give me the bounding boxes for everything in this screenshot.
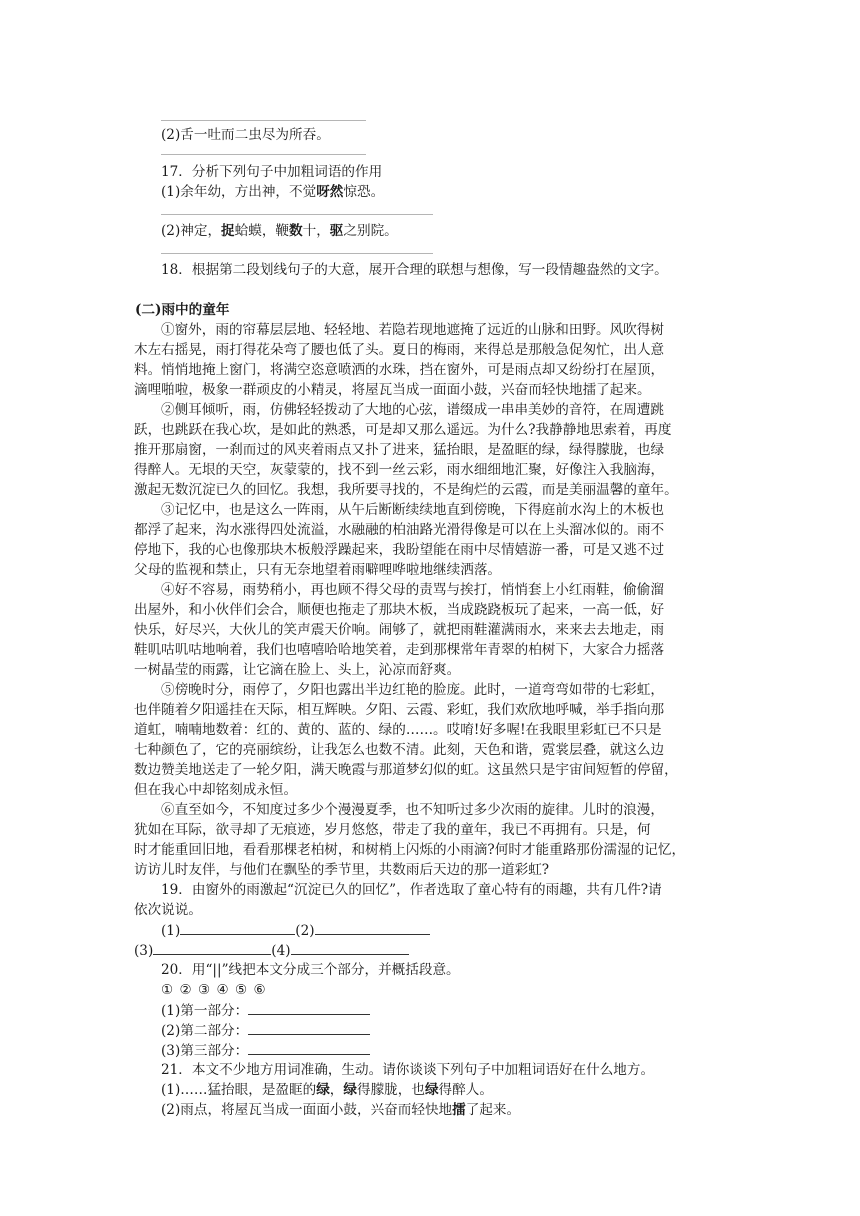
q17-item-2-text: 之别院。 — [343, 223, 398, 239]
q17-item-2 — [161, 221, 398, 241]
passage-line: 跃，也跳跃在我心坎，是如此的熟悉，可是却又那么遥远。为什么?我静静地思索着，再度 — [134, 422, 672, 438]
passage-line: 料。悄悄地掩上窗门，将满空恣意喷洒的水珠，挡在窗外，可是雨点却又纷纷打在屋顶， — [134, 362, 665, 378]
q21-item-2 — [161, 1100, 520, 1120]
q21-item-2-bold: 擂 — [452, 1102, 466, 1118]
section-title: (二)雨中的童年 — [135, 302, 230, 318]
q20-part-label: (1)第一部分： — [161, 1003, 249, 1019]
q17-item-1 — [161, 182, 384, 202]
q20-part-2 — [161, 1020, 370, 1041]
answer-line — [161, 154, 366, 155]
q19-label-2: (2) — [295, 923, 315, 939]
q21-item-1 — [161, 1080, 493, 1100]
passage-line: 快乐，好尽兴，大伙儿的笑声震天价响。闹够了，就把雨鞋灌满雨水，来来去去地走，雨 — [134, 622, 665, 638]
q19-label-1: (1) — [161, 923, 181, 939]
passage-line: 一树晶莹的雨露，让它滴在脸上、头上，沁凉而舒爽。 — [134, 662, 461, 678]
passage-line: 停地下，我的心也像那块木板般浮躁起来，我盼望能在雨中尽情嬉游一番，可是又逃不过 — [134, 542, 665, 558]
passage-line: 犹如在耳际，欲寻却了无痕迹，岁月悠悠，带走了我的童年，我已不再拥有。只是，何 — [134, 822, 651, 838]
answer-blank[interactable] — [153, 940, 271, 955]
answer-line — [161, 253, 433, 254]
q20-part-3 — [161, 1040, 370, 1061]
passage-line: 数边赞美地送走了一轮夕阳，满天晚霞与那道梦幻似的虹。这虽然只是宇宙间短暂的停留， — [134, 762, 678, 778]
q19-label-4: (4) — [271, 943, 291, 959]
passage-line: 鞋叽咕叽咕地响着，我们也嘻嘻哈哈地笑着，走到那棵常年青翠的柏树下，大家合力摇落 — [134, 642, 665, 658]
passage-line: 激起无数沉淀已久的回忆。我想，我所要寻找的，不是绚烂的云霞，而是美丽温馨的童年。 — [134, 482, 678, 498]
q17-item-2-text: 蛤蟆，鞭 — [234, 223, 290, 239]
q21-item-1-bold: 绿 — [343, 1082, 357, 1098]
passage-line: 推开那扇窗，一刹而过的风夹着雨点又扑了进来，猛抬眼，是盈眶的绿，绿得朦胧，也绿 — [134, 442, 665, 458]
passage-line: 也伴随着夕阳遥挂在天际，相互辉映。夕阳、云霞、彩虹，我们欢欣地呼喊，举手指向那 — [134, 702, 665, 718]
answer-blank[interactable] — [315, 920, 430, 935]
passage-line: 出屋外，和小伙伴们会合，顺便也拖走了那块木板，当成跷跷板玩了起来，一高一低，好 — [134, 602, 665, 618]
q21-item-2-text: 了起来。 — [465, 1102, 521, 1118]
passage-line: ⑥直至如今，不知度过多少个漫漫夏季，也不知听过多少次雨的旋律。儿时的浪漫， — [161, 802, 664, 818]
q20-paragraph-marks: ① ② ③ ④ ⑤ ⑥ — [161, 982, 266, 998]
q17-item-2-bold: 数 — [289, 223, 303, 239]
q19-label-3: (3) — [134, 943, 154, 959]
q20-part-label: (2)第二部分： — [161, 1023, 249, 1039]
q17-item-1-text: (1)余年幼，方出神，不觉 — [161, 184, 317, 200]
q19-stem-line-1: 19．由窗外的雨激起“沉淀已久的回忆”，作者选取了童心特有的雨趣，共有几件?请 — [161, 882, 662, 898]
passage-line: 都浮了起来，沟水涨得四处流溢，水融融的柏油路光滑得像是可以在上头溜冰似的。雨不 — [134, 522, 665, 538]
passage-line: 滴哩啪啦，极象一群顽皮的小精灵，将屋瓦当成一面面小鼓，兴奋而轻快地擂了起来。 — [134, 382, 651, 398]
q21-item-2-text: (2)雨点，将屋瓦当成一面面小鼓，兴奋而轻快地 — [161, 1102, 453, 1118]
passage-line: ①窗外，雨的帘幕层层地、轻轻地、若隐若现地遮掩了远近的山脉和田野。风吹得树 — [161, 322, 664, 338]
passage-line: ⑤傍晚时分，雨停了，夕阳也露出半边红艳的脸庞。此时，一道弯弯如带的七彩虹， — [161, 682, 664, 698]
passage-line: 得醉人。无垠的天空，灰蒙蒙的，找不到一丝云彩，雨水细细地汇聚，好像注入我脑海， — [134, 462, 665, 478]
q21-item-1-bold: 绿 — [316, 1082, 330, 1098]
q17-stem: 17．分析下列句子中加粗词语的作用 — [161, 164, 383, 180]
q17-item-2-bold: 驱 — [329, 223, 344, 239]
q21-item-1-bold: 绿 — [424, 1082, 439, 1098]
q17-item-2-bold: 捉 — [221, 223, 235, 239]
q21-item-1-text: 得朦胧，也 — [356, 1082, 425, 1098]
q21-item-1-text: (1)……猛抬眼，是盈眶的 — [161, 1082, 317, 1098]
passage-line: 访访儿时友伴，与他们在飘坠的季节里，共数雨后天边的那一道彩虹? — [134, 862, 550, 878]
q17-item-1-text-end: 惊恐。 — [343, 184, 385, 200]
answer-blank[interactable] — [248, 1040, 370, 1055]
answer-blank[interactable] — [248, 1020, 370, 1035]
passage-line: 七种颜色了，它的亮丽缤纷，让我怎么也数不清。此刻，天色和谐，霓裳层叠，就这么边 — [134, 742, 665, 758]
answer-line — [161, 120, 366, 121]
q20-part-label: (3)第三部分： — [161, 1043, 249, 1059]
passage-line: 父母的监视和禁止，只有无奈地望着雨噼哩哗啦地继续洒落。 — [134, 562, 502, 578]
q19-stem-line-2: 依次说说。 — [134, 902, 202, 918]
q17-item-2-text: 十， — [302, 223, 330, 239]
q21-stem: 21．本文不少地方用词准确，生动。请你谈谈下列句子中加粗词语好在什么地方。 — [161, 1062, 655, 1078]
passage-line: 时才能重回旧地，看看那棵老柏树，和树梢上闪烁的小雨滴?何时才能重路那份濡湿的记忆， — [134, 842, 686, 858]
answer-blank[interactable] — [180, 920, 295, 935]
q20-stem: 20．用“||”线把本文分成三个部分，并概括段意。 — [161, 962, 460, 978]
answer-blank[interactable] — [248, 1000, 370, 1015]
q17-item-2-text: (2)神定， — [161, 223, 222, 239]
q17-item-1-bold: 呀然 — [316, 184, 344, 200]
passage-line: 道虹，喃喃地数着：红的、黄的、蓝的、绿的……。哎唷!好多喔!在我眼里彩虹已不只是 — [134, 722, 662, 738]
answer-line — [161, 214, 433, 215]
q19-answer-row-1 — [161, 920, 430, 941]
q18-stem: 18．根据第二段划线句子的大意，展开合理的联想与想像，写一段情趣盎然的文字。 — [161, 262, 668, 278]
q20-part-1 — [161, 1000, 370, 1021]
q21-item-1-text: 得醉人。 — [438, 1082, 493, 1098]
q16-item-2: (2)舌一吐而二虫尽为所吞。 — [161, 127, 330, 143]
q19-answer-row-2 — [134, 940, 409, 961]
q21-item-1-text: ， — [329, 1082, 344, 1098]
passage-line: ④好不容易，雨势稍小，再也顾不得父母的责骂与挨打，悄悄套上小红雨鞋，偷偷溜 — [161, 582, 664, 598]
passage-line: ②侧耳倾听，雨，仿佛轻轻拨动了大地的心弦，谱缀成一串串美妙的音符，在周遭跳 — [161, 402, 664, 418]
passage-line: 木左右摇晃，雨打得花朵弯了腰也低了头。夏日的梅雨，来得总是那般急促匆忙，出人意 — [134, 342, 665, 358]
passage-line: 但在我心中却铭刻成永恒。 — [134, 782, 298, 798]
answer-blank[interactable] — [291, 940, 409, 955]
passage-line: ③记忆中，也是这么一阵雨，从午后断断续续地直到傍晚，下得庭前水沟上的木板也 — [161, 502, 664, 518]
